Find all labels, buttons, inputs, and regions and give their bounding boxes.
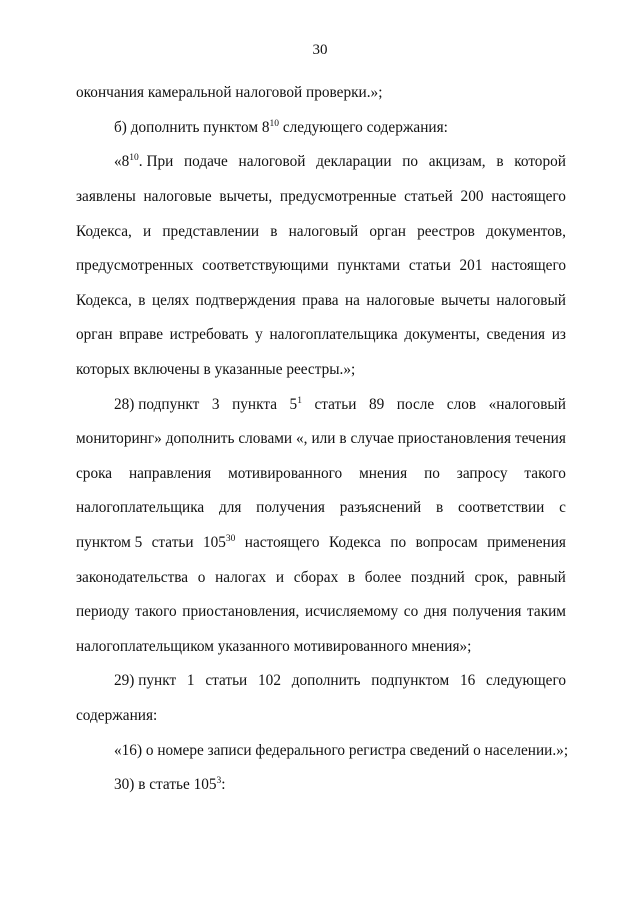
text-line-12: срока направления мотивированного мнения по запросу такого	[76, 464, 566, 482]
document-body	[76, 76, 569, 802]
text-line-6: предусмотренных соответствующими пунктами статьи 201 настоящего	[76, 257, 566, 275]
text-line-15: законодательства о налогах и сборах в более поздний срок, равный	[76, 568, 566, 586]
text-line-14: пунктом 5 статьи $105^{30}$ настоящего Кодекса по вопросам применения	[76, 533, 566, 552]
text-line-5: Кодекса, и представлении в налоговый орган реестров документов,	[76, 222, 566, 240]
superscript: 10	[269, 118, 280, 129]
text-line-13: налогоплательщика для получения разъяснений в соответствии с	[76, 499, 566, 517]
superscript: 10	[129, 153, 139, 164]
text-line-7: Кодекса, в целях подтверждения права на налоговые вычеты налоговый	[76, 291, 566, 309]
text-line-1: окончания камеральной налоговой проверки.»;	[76, 84, 383, 102]
text-line-16: периоду такого приостановления, исчисляемому со дня получения таким	[76, 603, 566, 621]
text-line-18: 29) пункт 1 статьи 102 дополнить подпунктом 16 следующего	[114, 672, 566, 690]
text-line-20: «16) о номере записи федерального регистра сведений о населении.»;	[114, 741, 569, 759]
superscript: 30	[225, 533, 236, 544]
superscript: 1	[297, 395, 302, 406]
text-line-4: заявлены налоговые вычеты, предусмотренные статьей 200 настоящего	[76, 188, 566, 206]
superscript: 3	[216, 776, 222, 787]
text-line-8: орган вправе истребовать у налогоплательщика документы, сведения из	[76, 326, 566, 344]
page-number: 30	[312, 42, 328, 58]
text-line-19: содержания:	[76, 706, 158, 724]
text-line-3: «$8^{10}$. При подаче налоговой декларации по акцизам, в которой	[114, 153, 566, 171]
text-line-17: налогоплательщиком указанного мотивированного мнения»;	[76, 637, 472, 655]
text-line-2: б) дополнить пунктом $8^{10}$ следующего содержания:	[114, 118, 448, 136]
text-line-9: которых включены в указанные реестры.»;	[76, 361, 356, 379]
text-line-10: 28) подпункт 3 пункта $5^1$ статьи 89 после слов «налоговый	[114, 395, 566, 413]
text-line-21: 30) в статье $105^3$:	[114, 776, 226, 794]
text-line-11: мониторинг» дополнить словами «, или в случае приостановления течения	[76, 430, 566, 448]
